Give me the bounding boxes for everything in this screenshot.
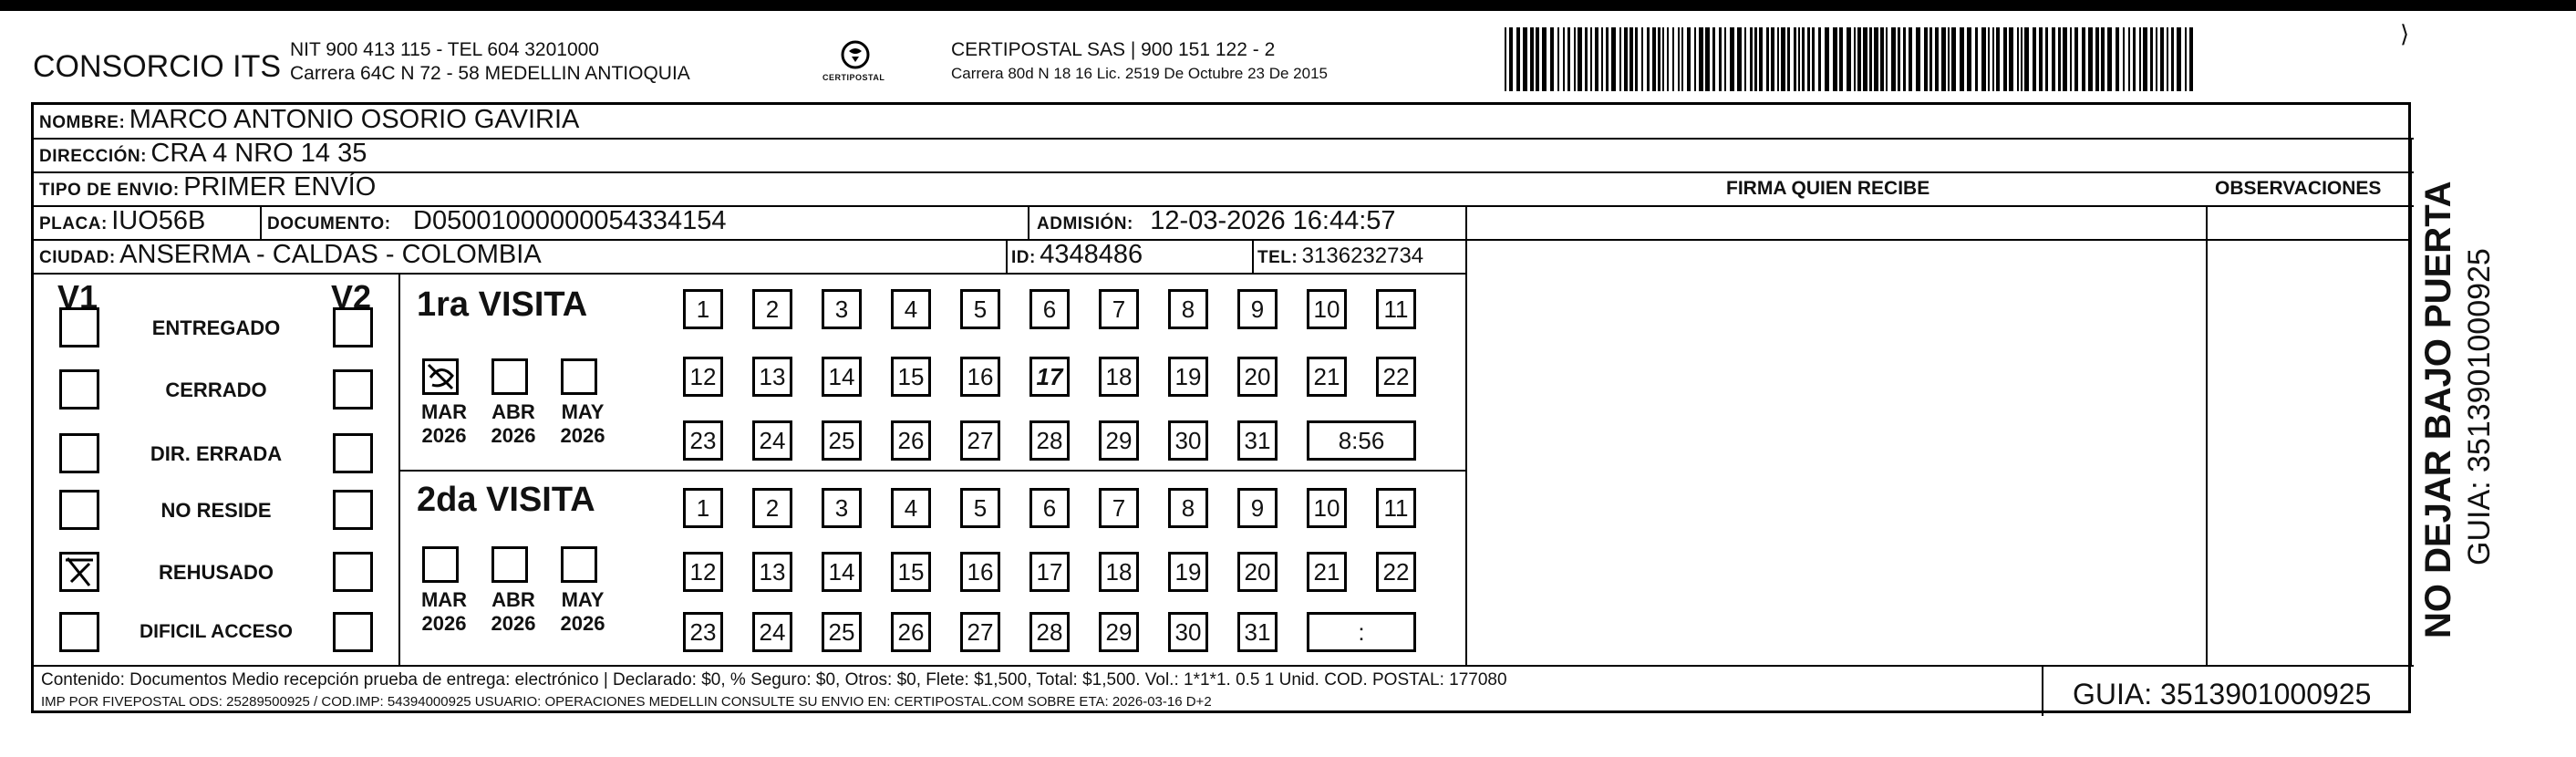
barcode-bar — [1567, 27, 1570, 91]
second-visit-title: 2da VISITA — [417, 481, 595, 519]
barcode-bar — [1981, 27, 1986, 91]
day-box: 11 — [1376, 488, 1416, 528]
barcode-bar — [1874, 27, 1878, 91]
tel-label: TEL: — [1257, 248, 1298, 267]
day-box: 4 — [891, 488, 931, 528]
month-label: MAR — [420, 588, 468, 611]
barcode-bar — [1759, 27, 1763, 91]
v1-checkbox — [59, 307, 99, 347]
barcode-bar — [1975, 27, 1978, 91]
day-box: 1 — [683, 289, 723, 329]
barcode-bar — [2143, 27, 2147, 91]
barcode-bar — [2133, 27, 2136, 91]
barcode-bar — [1818, 27, 1821, 91]
barcode-bar — [1869, 27, 1872, 91]
day-box: 12 — [683, 552, 723, 592]
barcode-bar — [1781, 27, 1785, 91]
month-label: MAY — [561, 400, 605, 423]
day-box: 25 — [822, 420, 862, 461]
barcode-bar — [1996, 27, 2000, 91]
v1-checkbox — [59, 490, 99, 530]
barcode-bar — [1550, 27, 1554, 91]
day-box: 24 — [752, 612, 792, 652]
barcode-bar — [2039, 27, 2043, 91]
day-box: 6 — [1029, 488, 1070, 528]
status-label: NO RESIDE — [160, 499, 272, 522]
nombre-row — [39, 105, 579, 135]
v1-checkbox — [59, 612, 99, 652]
day-box: 28 — [1029, 612, 1070, 652]
certipostal-logo — [819, 36, 892, 89]
day-box: 8 — [1168, 289, 1208, 329]
barcode-bar — [1794, 27, 1796, 91]
barcode-bar — [1606, 27, 1609, 91]
admision-cell — [1037, 206, 1396, 236]
ciudad-value: ANSERMA - CALDAS - COLOMBIA — [119, 240, 542, 269]
day-box: 20 — [1237, 357, 1278, 397]
barcode-bar — [2101, 27, 2105, 91]
day-box: 29 — [1099, 612, 1139, 652]
direccion-label: DIRECCIÓN: — [39, 147, 147, 166]
v1-checkbox — [59, 433, 99, 473]
month-label: ABR — [491, 400, 535, 423]
barcode-bar — [1662, 27, 1664, 91]
year-label: 2026 — [491, 612, 536, 635]
barcode-bar — [1891, 27, 1896, 91]
documento-value: D05001000000054334154 — [413, 206, 727, 235]
barcode-bar — [2128, 27, 2130, 91]
barcode-bar — [2171, 27, 2174, 91]
day-box: 15 — [891, 357, 931, 397]
barcode-bar — [2070, 27, 2072, 91]
barcode-bar — [1647, 27, 1650, 91]
tel-value: 3136232734 — [1301, 244, 1424, 268]
barcode-bar — [1719, 27, 1722, 91]
barcode-bar — [1754, 27, 1757, 91]
status-label: DIR. ERRADA — [150, 442, 283, 465]
barcode-bar — [2107, 27, 2112, 91]
day-box: 20 — [1237, 552, 1278, 592]
status-label: REHUSADO — [159, 561, 274, 584]
footer-content-line: Contenido: Documentos Medio recepción prueba de entrega: electrónico | Declarado: $0, % Seguro: $0, Otros: $0, Flete: $1,500, Total: $1,500. Vol.: 1*1*1. 0.5 1 Unid. COD. POSTAL: 177080 — [41, 670, 1507, 690]
v2-header: V2 — [331, 278, 372, 316]
barcode-bar — [1699, 27, 1703, 91]
barcode-bar — [1641, 27, 1643, 91]
v2-checkbox — [333, 490, 373, 530]
firma-header: FIRMA QUIEN RECIBE — [1726, 178, 1930, 199]
corner-mark: ⟩ — [2400, 20, 2410, 47]
status-label: CERRADO — [165, 378, 267, 401]
month-checkbox — [422, 546, 459, 583]
barcode-bar — [2021, 27, 2023, 91]
tipo-envio-label: TIPO DE ENVIO: — [39, 181, 180, 200]
year-label: 2026 — [560, 612, 605, 635]
barcode-bar — [1601, 27, 1603, 91]
ciudad-label: CIUDAD: — [39, 248, 116, 267]
day-box: 14 — [822, 552, 862, 592]
barcode-bar — [2063, 27, 2067, 91]
month-checkbox — [561, 546, 597, 583]
day-box: 16 — [960, 357, 1000, 397]
documento-label: DOCUMENTO: — [267, 214, 391, 233]
barcode-bar — [1948, 27, 1950, 91]
day-box: 31 — [1237, 420, 1278, 461]
barcode-bar — [1766, 27, 1769, 91]
v2-checkbox — [333, 369, 373, 410]
day-box: 7 — [1099, 289, 1139, 329]
day-box: 17 — [1029, 357, 1070, 397]
day-box: 3 — [822, 289, 862, 329]
barcode-bar — [1624, 27, 1628, 91]
barcode-bar — [1798, 27, 1800, 91]
barcode-bar — [1611, 27, 1616, 91]
status-label: DIFICIL ACCESO — [139, 621, 293, 642]
barcode-bar — [1880, 27, 1884, 91]
footer-guia: GUIA: 3513901000925 — [2073, 678, 2372, 710]
barcode-bar — [2009, 27, 2013, 91]
direccion-value: CRA 4 NRO 14 35 — [150, 139, 367, 168]
barcode-bar — [2033, 27, 2036, 91]
id-value: 4348486 — [1040, 240, 1143, 269]
barcode-bar — [1988, 27, 1990, 91]
day-box: 8 — [1168, 488, 1208, 528]
barcode-bar — [1542, 27, 1547, 91]
day-box: 2 — [752, 488, 792, 528]
v2-checkbox — [333, 552, 373, 592]
day-box: 1 — [683, 488, 723, 528]
day-box: 13 — [752, 357, 792, 397]
barcode-bar — [1629, 27, 1633, 91]
barcode-bar — [2024, 27, 2029, 91]
barcode-bar — [1652, 27, 1656, 91]
status-label: ENTREGADO — [151, 316, 281, 339]
barcode-bar — [1960, 27, 1964, 91]
month-label: ABR — [491, 588, 535, 611]
barcode-bar — [1505, 27, 1506, 91]
barcode-bar — [1941, 27, 1946, 91]
barcode-bar — [1687, 27, 1691, 91]
barcode-bar — [1585, 27, 1588, 91]
barcode-bar — [2177, 27, 2181, 91]
day-box: 19 — [1168, 357, 1208, 397]
barcode-bar — [1574, 27, 1576, 91]
day-box: 22 — [1376, 357, 1416, 397]
month-checkbox — [561, 358, 597, 395]
month-checkbox — [491, 546, 528, 583]
courier-name: CERTIPOSTAL SAS | 900 151 122 - 2 — [951, 39, 1276, 60]
barcode-bar — [1667, 27, 1669, 91]
barcode-bar — [1737, 27, 1742, 91]
barcode-bar — [2052, 27, 2055, 91]
day-box: 12 — [683, 357, 723, 397]
id-cell — [1011, 240, 1143, 270]
footer-print-line: IMP POR FIVEPOSTAL ODS: 25289500925 / COD.IMP: 54394000925 USUARIO: OPERACIONES MEDELLIN CONSULTE SU ENVIO EN: CERTIPOSTAL.COM SOBRE ETA: 2026-03-16 D+2 — [41, 694, 1212, 710]
nombre-label: NOMBRE: — [39, 113, 126, 132]
day-box: 14 — [822, 357, 862, 397]
month-checkbox — [422, 358, 459, 395]
barcode-bar — [2074, 27, 2078, 91]
day-box: 13 — [752, 552, 792, 592]
barcode-bar — [1516, 27, 1520, 91]
guide-form — [31, 102, 2411, 713]
barcode-bar — [2003, 27, 2007, 91]
barcode-bar — [1886, 27, 1888, 91]
first-visit-title: 1ra VISITA — [417, 285, 588, 324]
day-box: 16 — [960, 552, 1000, 592]
day-box: 5 — [960, 488, 1000, 528]
barcode-bar — [1929, 27, 1932, 91]
admision-value: 12-03-2026 16:44:57 — [1150, 206, 1396, 235]
barcode-bar — [1825, 27, 1829, 91]
day-box: 5 — [960, 289, 1000, 329]
barcode-bar — [1898, 27, 1900, 91]
barcode-bar — [1992, 27, 1994, 91]
ciudad-cell — [39, 240, 542, 270]
barcode-bar — [2139, 27, 2141, 91]
company-name: CONSORCIO ITS — [33, 49, 282, 84]
day-box: 27 — [960, 420, 1000, 461]
barcode-bar — [1771, 27, 1774, 91]
tel-cell — [1257, 244, 1423, 269]
barcode-bar — [1967, 27, 1971, 91]
barcode-bar — [1857, 27, 1861, 91]
barcode-bar — [1523, 27, 1527, 91]
barcode-bar — [2189, 27, 2193, 91]
barcode-bar — [1712, 27, 1715, 91]
barcode-bar — [1595, 27, 1598, 91]
logo-text: CERTIPOSTAL — [822, 73, 885, 82]
barcode-bar — [1557, 27, 1559, 91]
barcode-bar — [1536, 27, 1539, 91]
day-box: 2 — [752, 289, 792, 329]
day-box: 23 — [683, 612, 723, 652]
day-box: 26 — [891, 612, 931, 652]
day-box: 30 — [1168, 612, 1208, 652]
day-box: 18 — [1099, 357, 1139, 397]
day-box: 26 — [891, 420, 931, 461]
day-box: 10 — [1307, 488, 1347, 528]
barcode-bar — [1951, 27, 1956, 91]
month-checkbox — [491, 358, 528, 395]
day-box: 6 — [1029, 289, 1070, 329]
barcode — [1505, 27, 2198, 91]
day-box: 21 — [1307, 552, 1347, 592]
barcode-bar — [1777, 27, 1779, 91]
day-box: 9 — [1237, 488, 1278, 528]
side-warning: NO DEJAR BAJO PUERTA — [2418, 181, 2458, 638]
placa-value: IUO56B — [111, 206, 206, 235]
barcode-bar — [2088, 27, 2093, 91]
barcode-bar — [2017, 27, 2019, 91]
day-box: 23 — [683, 420, 723, 461]
company-nit-tel: NIT 900 413 115 - TEL 604 3201000 — [290, 39, 599, 60]
barcode-bar — [1681, 27, 1683, 91]
barcode-bar — [1694, 27, 1696, 91]
barcode-bar — [2058, 27, 2061, 91]
id-label: ID: — [1011, 248, 1036, 267]
time-box: : — [1307, 612, 1416, 652]
year-label: 2026 — [560, 424, 605, 447]
barcode-bar — [1787, 27, 1790, 91]
day-box: 21 — [1307, 357, 1347, 397]
courier-address: Carrera 80d N 18 16 Lic. 2519 De Octubre 23 De 2015 — [951, 65, 1328, 82]
company-address: Carrera 64C N 72 - 58 MEDELLIN ANTIOQUIA — [290, 63, 690, 84]
barcode-bar — [1578, 27, 1582, 91]
barcode-bar — [1909, 27, 1912, 91]
day-box: 19 — [1168, 552, 1208, 592]
barcode-bar — [2185, 27, 2187, 91]
v1-checkbox — [59, 369, 99, 410]
barcode-bar — [1678, 27, 1680, 91]
barcode-bar — [1724, 27, 1726, 91]
barcode-bar — [1812, 27, 1815, 91]
barcode-bar — [1839, 27, 1843, 91]
barcode-bar — [2167, 27, 2168, 91]
barcode-bar — [1705, 27, 1710, 91]
barcode-bar — [1509, 27, 1513, 91]
barcode-bar — [1847, 27, 1851, 91]
day-box: 29 — [1099, 420, 1139, 461]
day-box: 22 — [1376, 552, 1416, 592]
barcode-bar — [1619, 27, 1621, 91]
barcode-bar — [1635, 27, 1638, 91]
barcode-bar — [1807, 27, 1810, 91]
barcode-bar — [1672, 27, 1674, 91]
v1-checkbox — [59, 552, 99, 592]
barcode-bar — [1744, 27, 1746, 91]
barcode-bar — [2160, 27, 2164, 91]
barcode-bar — [1658, 27, 1660, 91]
v1-header: V1 — [57, 278, 98, 316]
observaciones-header: OBSERVACIONES — [2215, 178, 2382, 199]
barcode-bar — [1833, 27, 1837, 91]
day-box: 3 — [822, 488, 862, 528]
day-box: 30 — [1168, 420, 1208, 461]
year-label: 2026 — [421, 424, 467, 447]
barcode-bar — [2116, 27, 2119, 91]
barcode-bar — [1924, 27, 1928, 91]
barcode-bar — [1530, 27, 1534, 91]
barcode-bar — [1802, 27, 1805, 91]
top-edge-bar — [0, 0, 2576, 11]
day-box: 18 — [1099, 552, 1139, 592]
barcode-bar — [2082, 27, 2085, 91]
v2-checkbox — [333, 307, 373, 347]
barcode-bar — [1750, 27, 1753, 91]
direccion-row — [39, 139, 367, 169]
barcode-bar — [1854, 27, 1856, 91]
nombre-value: MARCO ANTONIO OSORIO GAVIRIA — [129, 105, 580, 134]
v2-checkbox — [333, 612, 373, 652]
day-box: 17 — [1029, 552, 1070, 592]
admision-label: ADMISIÓN: — [1037, 214, 1133, 233]
year-label: 2026 — [421, 612, 467, 635]
year-label: 2026 — [491, 424, 536, 447]
day-box: 9 — [1237, 289, 1278, 329]
tipo-envio-value: PRIMER ENVÍO — [183, 172, 377, 202]
day-box: 25 — [822, 612, 862, 652]
day-box: 7 — [1099, 488, 1139, 528]
tipo-envio-row — [39, 172, 376, 202]
day-box: 10 — [1307, 289, 1347, 329]
barcode-bar — [1863, 27, 1867, 91]
barcode-bar — [2095, 27, 2099, 91]
day-box: 24 — [752, 420, 792, 461]
barcode-bar — [1730, 27, 1734, 91]
barcode-bar — [1563, 27, 1565, 91]
barcode-bar — [1916, 27, 1920, 91]
day-box: 4 — [891, 289, 931, 329]
barcode-bar — [2123, 27, 2125, 91]
barcode-bar — [2156, 27, 2157, 91]
day-box: 28 — [1029, 420, 1070, 461]
barcode-bar — [1935, 27, 1939, 91]
documento-cell — [267, 206, 727, 236]
time-box: 8:56 — [1307, 420, 1416, 461]
month-label: MAY — [561, 588, 605, 611]
day-box: 15 — [891, 552, 931, 592]
v2-checkbox — [333, 433, 373, 473]
month-label: MAR — [420, 400, 468, 423]
barcode-bar — [1903, 27, 1906, 91]
day-box: 27 — [960, 612, 1000, 652]
barcode-bar — [2045, 27, 2048, 91]
barcode-bar — [2150, 27, 2153, 91]
placa-cell — [39, 206, 205, 236]
side-guia: GUIA: 3513901000925 — [2462, 248, 2497, 565]
placa-label: PLACA: — [39, 214, 108, 233]
day-box: 11 — [1376, 289, 1416, 329]
day-box: 31 — [1237, 612, 1278, 652]
barcode-bar — [1590, 27, 1592, 91]
